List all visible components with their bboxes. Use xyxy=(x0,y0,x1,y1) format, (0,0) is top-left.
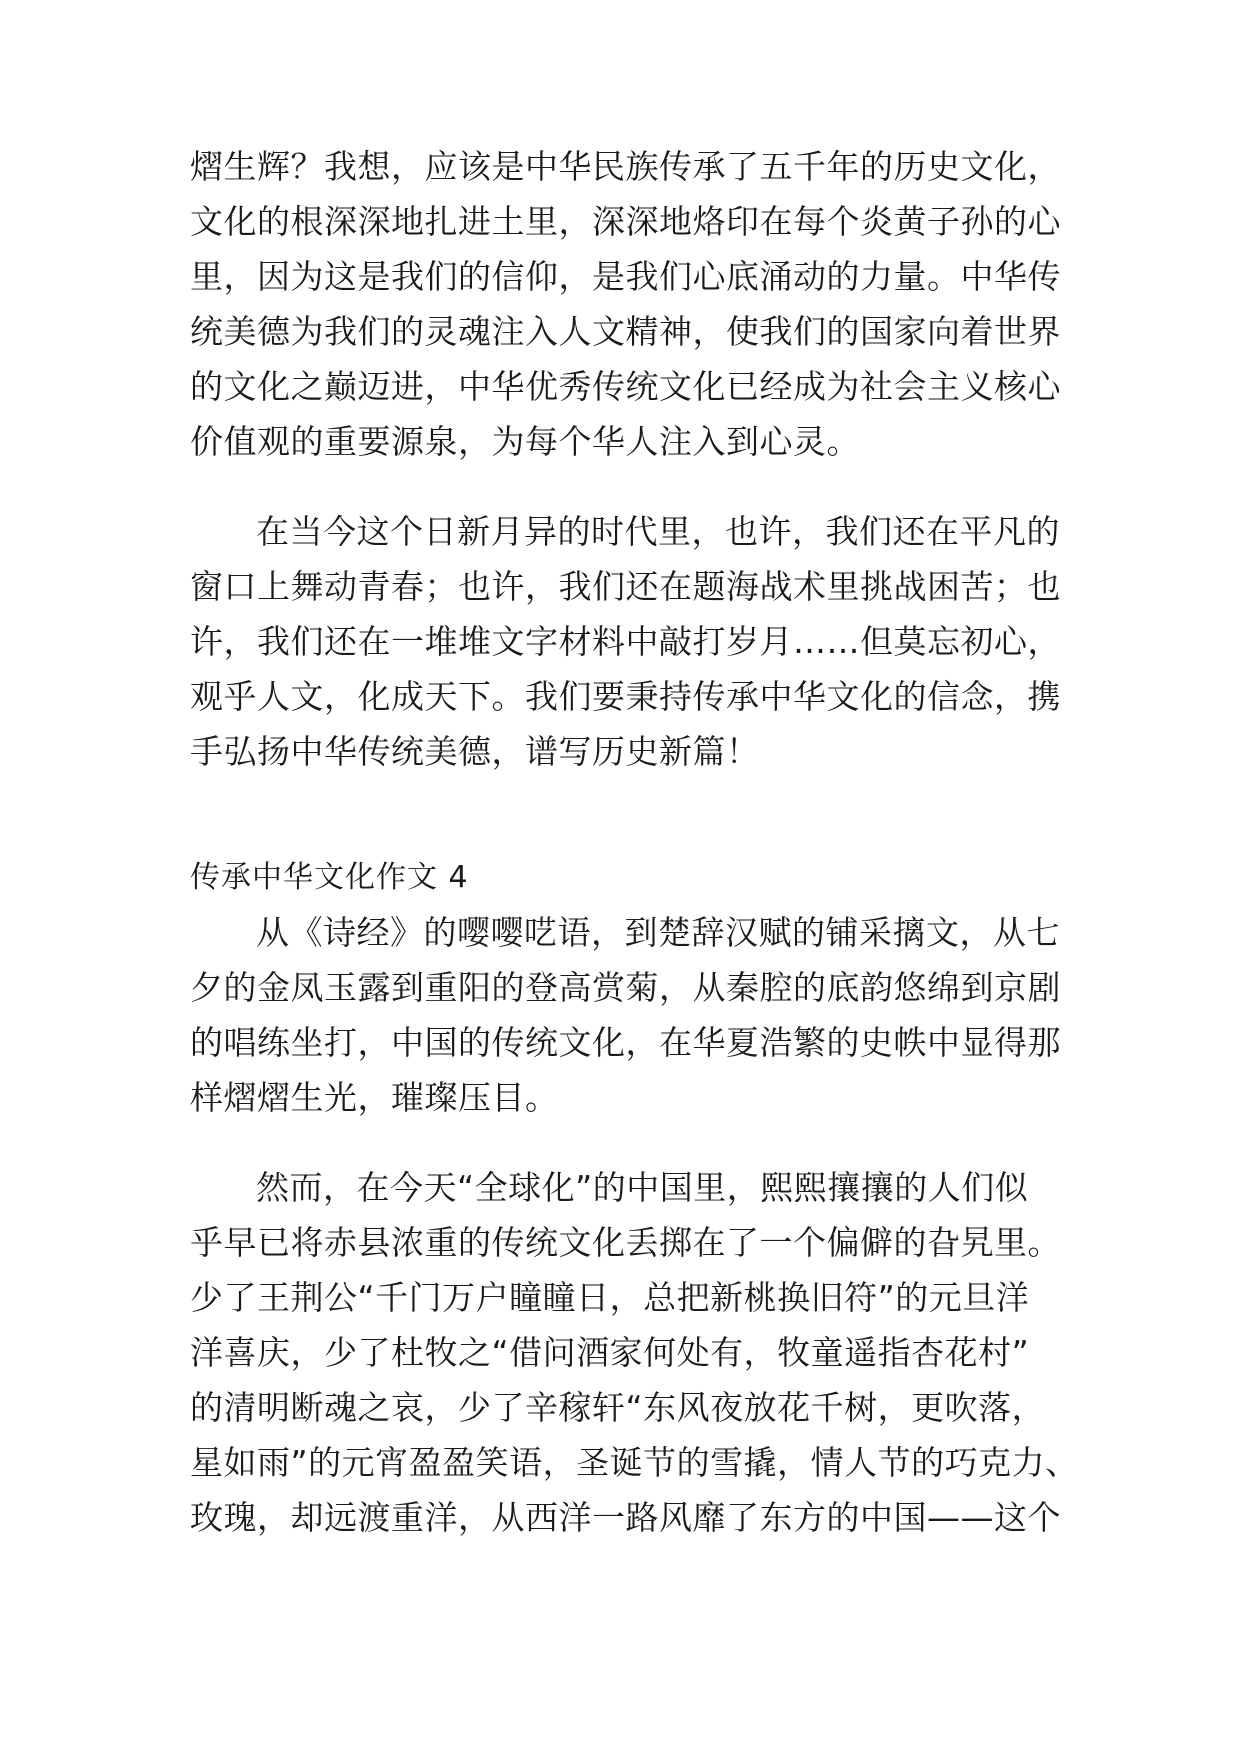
paragraph-1-line-3: 里，因为这是我们的信仰，是我们心底涌动的力量。中华传 xyxy=(190,257,1061,296)
paragraph-3-line-4: 样熠熠生光，璀璨压目。 xyxy=(190,1078,559,1117)
paragraph-4-line-5: 的清明断魂之哀，少了辛稼轩“东风夜放花千树，更吹落， xyxy=(190,1388,1046,1427)
paragraph-2-line-5: 手弘扬中华传统美德，谱写历史新篇！ xyxy=(190,732,760,771)
paragraph-1-line-5: 的文化之巅迈进，中华优秀传统文化已经成为社会主义核心 xyxy=(190,367,1061,406)
paragraph-4-line-4: 洋喜庆，少了杜牧之“借问酒家何处有，牧童遥指杏花村” xyxy=(190,1333,1030,1372)
paragraph-4-line-1: 然而，在今天“全球化”的中国里，熙熙攘攘的人们似 xyxy=(256,1168,1029,1207)
paragraph-4-line-3: 少了王荆公“千门万户瞳瞳日，总把新桃换旧符”的元旦洋 xyxy=(190,1278,1030,1317)
paragraph-2-line-3: 许，我们还在一堆堆文字材料中敲打岁月……但莫忘初心， xyxy=(190,622,1061,661)
paragraph-3-line-1: 从《诗经》的嘤嘤呓语，到楚辞汉赋的铺采摛文，从七 xyxy=(256,913,1060,952)
paragraph-1-line-4: 统美德为我们的灵魂注入人文精神，使我们的国家向着世界 xyxy=(190,312,1061,351)
section-heading: 传承中华文化作文 4 xyxy=(190,860,469,895)
paragraph-4-line-6: 星如雨”的元宵盈盈笑语，圣诞节的雪撬，情人节的巧克力、 xyxy=(190,1443,1079,1482)
paragraph-3-line-3: 的唱练坐打，中国的传统文化，在华夏浩繁的史帙中显得那 xyxy=(190,1023,1061,1062)
paragraph-3-line-2: 夕的金凤玉露到重阳的登高赏菊，从秦腔的底韵悠绵到京剧 xyxy=(190,968,1061,1007)
paragraph-4-line-7: 玫瑰，却远渡重洋，从西洋一路风靡了东方的中国——这个 xyxy=(190,1498,1061,1537)
paragraph-4-line-2: 乎早已将赤县浓重的传统文化丢掷在了一个偏僻的旮旯里。 xyxy=(190,1223,1061,1262)
paragraph-2-line-2: 窗口上舞动青春；也许，我们还在题海战术里挑战困苦；也 xyxy=(190,567,1061,606)
paragraph-1-line-6: 价值观的重要源泉，为每个华人注入到心灵。 xyxy=(190,422,860,461)
paragraph-1-line-2: 文化的根深深地扎进土里，深深地烙印在每个炎黄子孙的心 xyxy=(190,202,1061,241)
paragraph-1-line-1: 熠生辉？我想，应该是中华民族传承了五千年的历史文化， xyxy=(190,147,1061,186)
paragraph-2-line-4: 观乎人文，化成天下。我们要秉持传承中华文化的信念，携 xyxy=(190,677,1061,716)
paragraph-2-line-1: 在当今这个日新月异的时代里，也许，我们还在平凡的 xyxy=(256,512,1060,551)
